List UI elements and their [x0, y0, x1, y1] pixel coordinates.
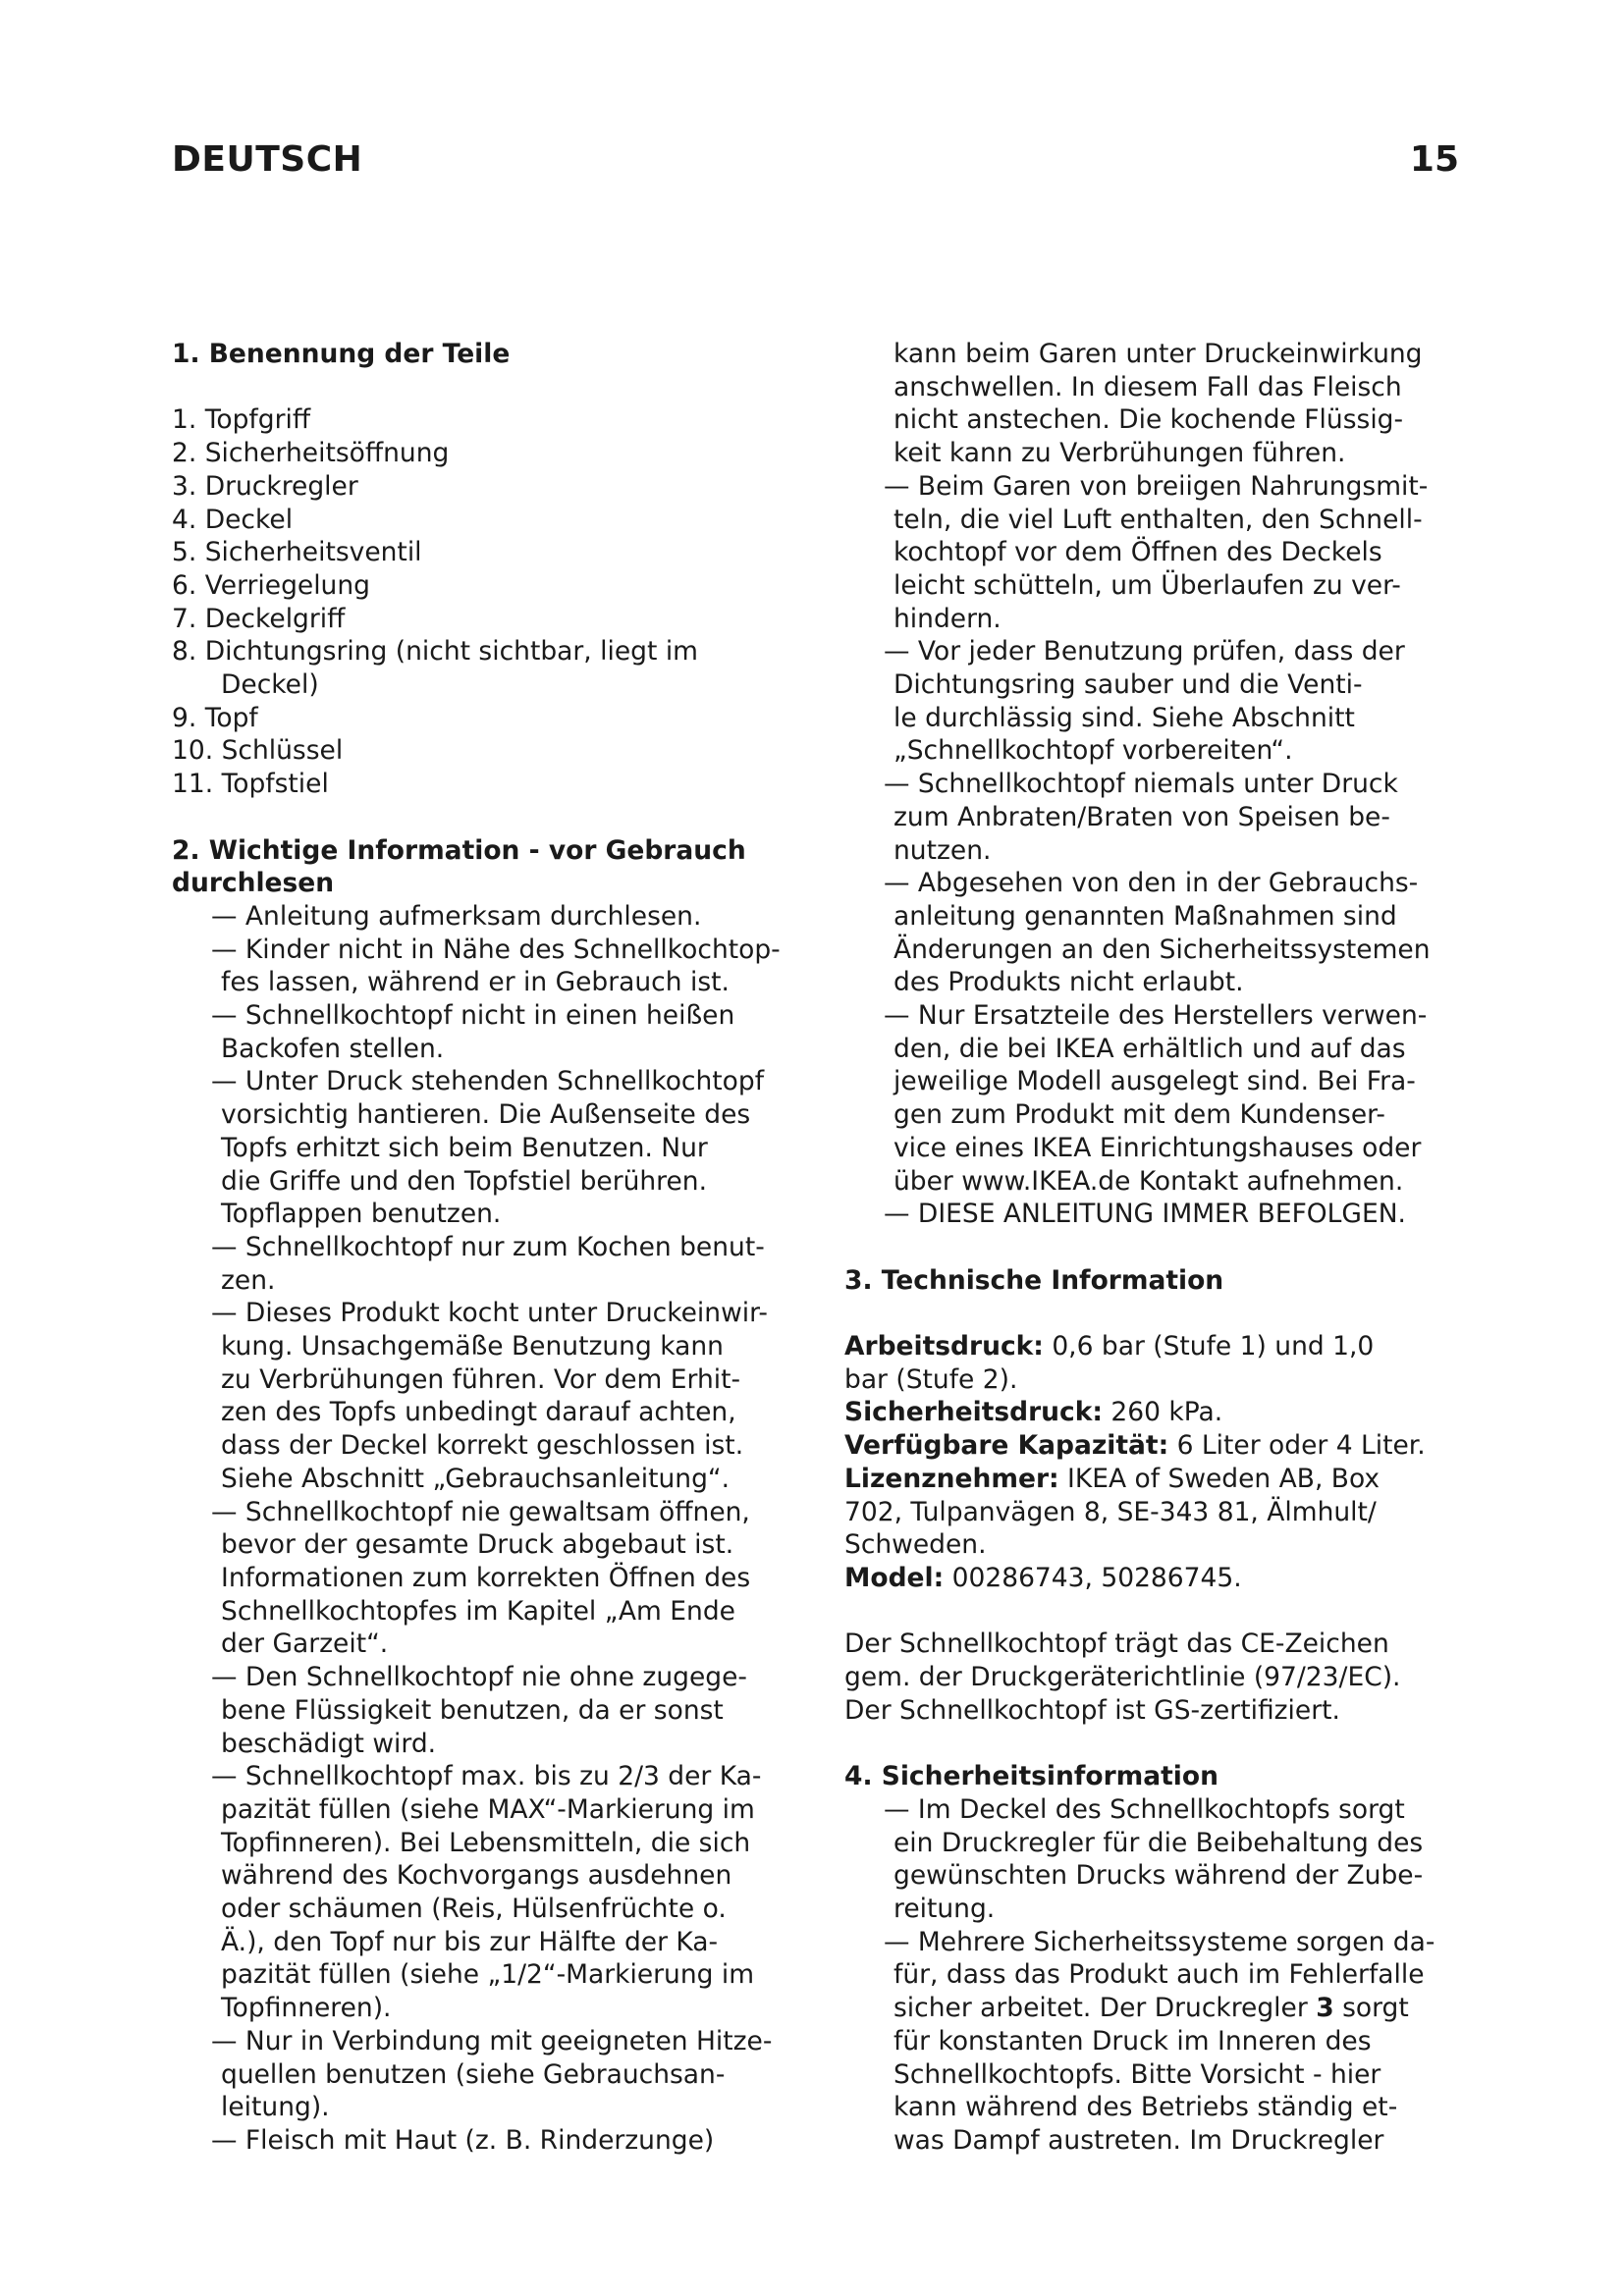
text-line: zen des Topfs unbedingt darauf achten,: [221, 1397, 736, 1428]
text-line: 1. Topfgriff: [172, 404, 311, 436]
spec-value: 6 Liter oder 4 Liter.: [1168, 1430, 1426, 1462]
text-line: — Im Deckel des Schnellkochtopfs sorgt: [884, 1793, 1405, 1825]
text-line: leicht schütteln, um Überlaufen zu ver-: [893, 569, 1401, 601]
text-line: — Fleisch mit Haut (z. B. Rinderzunge): [211, 2124, 715, 2156]
text-segment: sorgt: [1333, 1993, 1409, 2024]
text-line: 10. Schlüssel: [172, 735, 344, 767]
text-line: — Schnellkochtopf nicht in einen heißen: [211, 1000, 735, 1032]
text-line: Ä.), den Topf nur bis zur Hälfte der Ka-: [221, 1926, 719, 1957]
paragraph-gap: [844, 1231, 1473, 1264]
spec-value: 0,6 bar (Stufe 1) und 1,0: [1043, 1331, 1375, 1362]
part-number-reference: 3: [1316, 1993, 1334, 2024]
spec-label: Model:: [844, 1562, 945, 1593]
text-line: — Kinder nicht in Nähe des Schnellkochtop-: [211, 934, 781, 965]
text-line: kung. Unsachgemäße Benutzung kann: [221, 1331, 724, 1362]
text-line: Der Schnellkochtopf ist GS-zertifiziert.: [844, 1694, 1340, 1726]
text-line: 3. Druckregler: [172, 470, 358, 502]
text-line: anschwellen. In diesem Fall das Fleisch: [893, 371, 1402, 402]
text-segment: sicher arbeitet. Der Druckregler: [893, 1993, 1317, 2024]
text-line: bar (Stufe 2).: [844, 1363, 1018, 1395]
text-line: leitung).: [221, 2092, 330, 2123]
text-line: für, dass das Produkt auch im Fehlerfalle: [893, 1959, 1425, 1991]
spec-line: [844, 1463, 1473, 1496]
text-line: gem. der Druckgeräterichtlinie (97/23/EC).: [844, 1662, 1401, 1693]
text-line: bevor der gesamte Druck abgebaut ist.: [221, 1529, 734, 1561]
text-line: nutzen.: [893, 834, 992, 866]
paragraph-gap: [844, 1297, 1473, 1330]
paragraph-gap: [172, 801, 820, 834]
text-line: vorsichtig hantieren. Die Außenseite des: [221, 1099, 751, 1131]
text-line: fes lassen, während er in Gebrauch ist.: [221, 967, 730, 998]
text-line: zu Verbrühungen führen. Vor dem Erhit-: [221, 1363, 741, 1395]
text-line: 9. Topf: [172, 702, 258, 733]
text-line: — Vor jeder Benutzung prüfen, dass der: [884, 636, 1405, 667]
text-line: kann während des Betriebs ständig et-: [893, 2092, 1398, 2123]
text-line: — Beim Garen von breiigen Nahrungsmit-: [884, 470, 1429, 502]
text-line: — Unter Druck stehenden Schnellkochtopf: [211, 1066, 765, 1097]
text-line: Der Schnellkochtopf trägt das CE-Zeichen: [844, 1629, 1389, 1660]
spec-line: [844, 1562, 1473, 1595]
text-line: hindern.: [893, 603, 1001, 634]
text-line: — Den Schnellkochtopf nie ohne zugege-: [211, 1662, 747, 1693]
text-line: [844, 1992, 1473, 2025]
text-line: — Nur in Verbindung mit geeigneten Hitze-: [211, 2025, 773, 2056]
text-line: was Dampf austreten. Im Druckregler: [893, 2124, 1384, 2156]
spec-line: [844, 1396, 1473, 1429]
text-line: — DIESE ANLEITUNG IMMER BEFOLGEN.: [884, 1199, 1406, 1230]
text-line: 6. Verriegelung: [172, 569, 370, 601]
text-line: für konstanten Druck im Inneren des: [893, 2025, 1372, 2056]
text-line: — Schnellkochtopf nur zum Kochen benut-: [211, 1231, 765, 1262]
text-line: 2. Sicherheitsöffnung: [172, 438, 450, 469]
text-line: — Anleitung aufmerksam durchlesen.: [211, 900, 702, 932]
text-line: teln, die viel Luft enthalten, den Schnell-: [893, 504, 1423, 535]
spec-label: Sicherheitsdruck:: [844, 1397, 1103, 1428]
page-language-heading: DEUTSCH: [172, 139, 363, 180]
section-heading: 4. Sicherheitsinformation: [844, 1761, 1218, 1792]
spec-value: IKEA of Sweden AB, Box: [1058, 1463, 1380, 1494]
text-line: Topflappen benutzen.: [221, 1199, 502, 1230]
paragraph-gap: [844, 1595, 1473, 1629]
text-line: 11. Topfstiel: [172, 769, 329, 800]
text-line: — Nur Ersatzteile des Herstellers verwen-: [884, 1000, 1428, 1032]
text-line: Backofen stellen.: [221, 1033, 445, 1064]
section-heading: 3. Technische Information: [844, 1264, 1224, 1296]
text-line: gewünschten Drucks während der Zube-: [893, 1860, 1424, 1892]
text-line: Topfs erhitzt sich beim Benutzen. Nur: [221, 1132, 708, 1163]
text-line: Schnellkochtopfs. Bitte Vorsicht - hier: [893, 2058, 1381, 2090]
paragraph-gap: [844, 1727, 1473, 1760]
text-line: zum Anbraten/Braten von Speisen be-: [893, 801, 1390, 832]
spec-label: Lizenznehmer:: [844, 1463, 1059, 1494]
text-line: Deckel): [221, 669, 319, 701]
text-line: ein Druckregler für die Beibehaltung des: [893, 1827, 1424, 1858]
left-text-column: [172, 338, 820, 2158]
text-line: Informationen zum korrekten Öffnen des: [221, 1562, 751, 1593]
text-line: vice eines IKEA Einrichtungshauses oder: [893, 1132, 1422, 1163]
paragraph-gap: [172, 371, 820, 404]
spec-line: [844, 1429, 1473, 1463]
text-line: die Griffe und den Topfstiel berühren.: [221, 1165, 708, 1197]
text-line: jeweilige Modell ausgelegt sind. Bei Fra-: [893, 1066, 1416, 1097]
text-line: dass der Deckel korrekt geschlossen ist.: [221, 1430, 744, 1462]
text-line: des Produkts nicht erlaubt.: [893, 967, 1244, 998]
spec-value: 260 kPa.: [1102, 1397, 1223, 1428]
text-line: kann beim Garen unter Druckeinwirkung: [893, 339, 1423, 369]
text-line: kochtopf vor dem Öffnen des Deckels: [893, 537, 1382, 568]
spec-value: 00286743, 50286745.: [944, 1562, 1242, 1593]
text-line: 4. Deckel: [172, 504, 294, 535]
text-line: zen.: [221, 1264, 276, 1296]
text-line: — Dieses Produkt kocht unter Druckeinwir-: [211, 1298, 768, 1329]
text-line: — Mehrere Sicherheitssysteme sorgen da-: [884, 1926, 1435, 1957]
text-line: 5. Sicherheitsventil: [172, 537, 422, 568]
text-line: keit kann zu Verbrühungen führen.: [893, 438, 1346, 469]
text-line: Siehe Abschnitt „Gebrauchsanleitung“.: [221, 1463, 731, 1494]
text-line: — Schnellkochtopf niemals unter Druck: [884, 769, 1398, 800]
text-line: — Schnellkochtopf max. bis zu 2/3 der Ka-: [211, 1761, 762, 1792]
text-line: Schweden.: [844, 1529, 987, 1561]
text-line: reitung.: [893, 1893, 996, 1924]
text-line: Dichtungsring sauber und die Venti-: [893, 669, 1363, 701]
text-line: pazität füllen (siehe „1/2“-Markierung im: [221, 1959, 755, 1991]
spec-label: Arbeitsdruck:: [844, 1331, 1044, 1362]
section-heading: 2. Wichtige Information - vor Gebrauch: [172, 834, 746, 866]
text-line: Änderungen an den Sicherheitssystemen: [893, 934, 1431, 965]
text-line: 8. Dichtungsring (nicht sichtbar, liegt im: [172, 636, 698, 667]
text-line: 702, Tulpanvägen 8, SE-343 81, Älmhult/: [844, 1496, 1377, 1527]
section-heading: durchlesen: [172, 868, 335, 899]
text-line: beschädigt wird.: [221, 1728, 437, 1759]
spec-line: [844, 1330, 1473, 1363]
right-text-column: [844, 338, 1473, 2158]
text-line: „Schnellkochtopf vorbereiten“.: [893, 735, 1293, 767]
page-number: 15: [1409, 139, 1459, 180]
section-heading: 1. Benennung der Teile: [172, 339, 511, 369]
text-line: Topfinneren). Bei Lebensmitteln, die sich: [221, 1827, 751, 1858]
text-line: 7. Deckelgriff: [172, 603, 346, 634]
text-line: le durchlässig sind. Siehe Abschnitt: [893, 702, 1355, 733]
text-line: quellen benutzen (siehe Gebrauchsan-: [221, 2058, 726, 2090]
spec-label: Verfügbare Kapazität:: [844, 1430, 1169, 1462]
text-line: nicht anstechen. Die kochende Flüssig-: [893, 404, 1404, 436]
text-line: oder schäumen (Reis, Hülsenfrüchte o.: [221, 1894, 727, 1925]
text-line: anleitung genannten Maßnahmen sind: [893, 900, 1397, 932]
text-line: — Abgesehen von den in der Gebrauchs-: [884, 868, 1419, 899]
text-line: Topfinneren).: [221, 1993, 392, 2024]
text-line: gen zum Produkt mit dem Kundenser-: [893, 1099, 1385, 1131]
text-line: Schnellkochtopfes im Kapitel „Am Ende: [221, 1595, 735, 1627]
text-line: pazität füllen (siehe MAX“-Markierung im: [221, 1793, 755, 1825]
text-line: der Garzeit“.: [221, 1629, 389, 1660]
text-line: über www.IKEA.de Kontakt aufnehmen.: [893, 1165, 1404, 1197]
text-line: den, die bei IKEA erhältlich und auf das: [893, 1033, 1406, 1064]
text-line: bene Flüssigkeit benutzen, da er sonst: [221, 1694, 724, 1726]
text-line: — Schnellkochtopf nie gewaltsam öffnen,: [211, 1496, 750, 1527]
text-line: während des Kochvorgangs ausdehnen: [221, 1860, 732, 1892]
